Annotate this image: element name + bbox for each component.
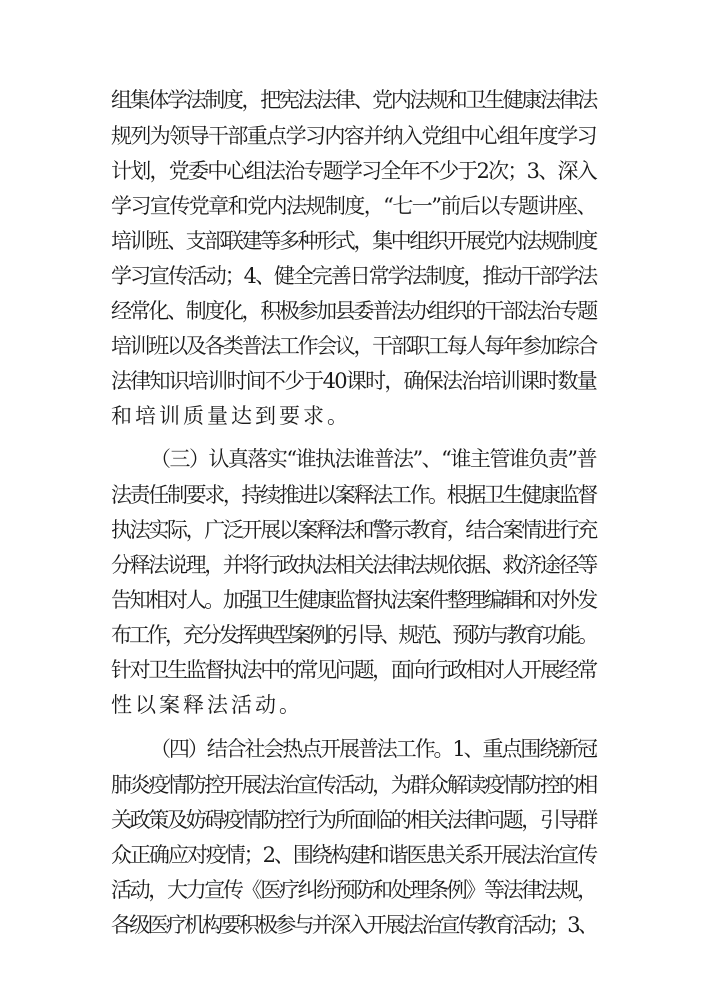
paragraph-heading-line (0, 733, 707, 765)
line-text: 规列为领导干部重点学习内容并纳入党组中心组年度学习 (111, 124, 596, 148)
line-text: 经常化、制度化，积极参加县委普法办组织的干部法治专题 (111, 299, 596, 323)
text-line (0, 190, 707, 222)
line-text: 分释法说理，并将行政执法相关法律法规依据、救济途径等 (111, 553, 596, 577)
text-line (0, 260, 707, 292)
line-text: 布工作，充分发挥典型案例的引导、规范、预防与教育功能。 (111, 623, 596, 647)
text-line (0, 839, 707, 871)
line-text: 法责任制要求，持续推进以案释法工作。根据卫生健康监督 (111, 483, 596, 507)
line-text: 和培训质量达到要求。 (111, 404, 351, 428)
text-line (0, 120, 707, 152)
line-text: 活动，大力宣传《医疗纠纷预防和处理条例》等法律法规， (111, 878, 596, 902)
text-line (0, 225, 707, 257)
line-text: 学习宣传活动；4、健全完善日常学法制度，推动干部学法 (111, 264, 597, 288)
text-line (0, 909, 707, 941)
text-line (0, 549, 707, 581)
line-text: 性以案释法活动。 (111, 693, 303, 717)
text-line (0, 689, 707, 721)
text-line (0, 330, 707, 362)
line-text: 关政策及妨碍疫情防控行为所面临的相关法律问题，引导群 (111, 808, 596, 832)
line-text: 告知相对人。加强卫生健康监督执法案件整理编辑和对外发 (111, 588, 596, 612)
line-text: 各级医疗机构要积极参与并深入开展法治宣传教育活动；3、 (111, 913, 597, 937)
line-text: 肺炎疫情防控开展法治宣传活动，为群众解读疫情防控的相 (111, 773, 596, 797)
line-text: 组集体学法制度，把宪法法律、党内法规和卫生健康法律法 (111, 88, 596, 112)
text-line (0, 874, 707, 906)
text-line (0, 400, 707, 432)
line-text: 学习宣传党章和党内法规制度，“七一”前后以专题讲座、 (111, 194, 596, 218)
text-line (0, 365, 707, 397)
line-text: （三）认真落实“谁执法谁普法”、“谁主管谁负责”普 (150, 447, 596, 471)
text-line (0, 619, 707, 651)
line-text: 计划，党委中心组法治专题学习全年不少于2次；3、深入 (111, 159, 596, 183)
text-line (0, 295, 707, 327)
line-text: 执法实际，广泛开展以案释法和警示教育，结合案情进行充 (111, 518, 596, 542)
text-line (0, 654, 707, 686)
text-line (0, 584, 707, 616)
line-text: 众正确应对疫情；2、围绕构建和谐医患关系开展法治宣传 (111, 843, 597, 867)
text-line (0, 479, 707, 511)
text-line (0, 155, 707, 187)
line-text: 培训班、支部联建等多种形式，集中组织开展党内法规制度 (111, 229, 596, 253)
line-text: 法律知识培训时间不少于40课时，确保法治培训课时数量 (111, 369, 596, 393)
line-text: 针对卫生监督执法中的常见问题，面向行政相对人开展经常 (111, 658, 596, 682)
text-line (0, 84, 707, 116)
line-text: 培训班以及各类普法工作会议，干部职工每人每年参加综合 (111, 334, 596, 358)
line-text: （四）结合社会热点开展普法工作。1、重点围绕新冠 (150, 737, 596, 761)
text-line (0, 804, 707, 836)
text-line (0, 514, 707, 546)
paragraph-heading-line (0, 443, 707, 475)
text-line (0, 769, 707, 801)
